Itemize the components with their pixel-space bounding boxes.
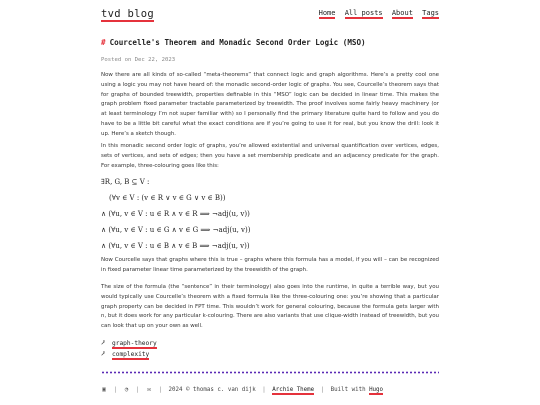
tag-item — [101, 339, 157, 350]
footer-theme-link[interactable]: Archie Theme — [272, 387, 315, 393]
post-tags — [101, 339, 157, 361]
heading-anchor[interactable]: # — [101, 38, 106, 47]
tag-icon: ⭷ — [101, 350, 106, 358]
footer-separator: | — [113, 387, 117, 393]
paragraph-formula-size: The size of the formula (the “sentence” in their terminology) also goes into the runtime, in quite a terrible way, but you would typically use Courcelle’s theorem with a fixed formula like the three-colouring one: you’re showing that a particular graph property can be decided in FPT time. This wouldn’t work for general colouring, because the formula gets larger with n, but it does work for any particular k-colouring. There are also variants that use clique-width instead of treewidth, but you can look that up on your own as well. — [101, 284, 439, 330]
paragraph-courcelle: Now Courcelle says that graphs where this is true – graphs where this formula has a model, if you will – can be recognized in fixed parameter linear time parameterized by the treewidth of the graph. — [101, 257, 439, 273]
nav-tags[interactable]: Tags — [422, 9, 439, 17]
paragraph-mso: In this monadic second order logic of graphs, you’re allowed existential and universal quantification over vertices, edges, sets of vertices, and sets of edges; then you have a set membership predicate and an adjacency predicate for the graph. For example, three-colouring goes like this: — [101, 143, 439, 169]
formula-line-1: ∃R, G, B ⊆ V : — [101, 178, 150, 186]
formula-line-2: (∀v ∈ V : (v ∈ R ∨ v ∈ G ∨ v ∈ B)) — [109, 194, 226, 202]
footer-separator: | — [262, 387, 266, 393]
site-nav — [314, 9, 439, 18]
tag-icon: ⭷ — [101, 339, 106, 347]
tag-link-graph-theory[interactable]: graph-theory — [112, 340, 157, 347]
formula-line-3: ∧ (∀u, v ∈ V : u ∈ R ∧ v ∈ R ⟹ ¬adj(u, v)) — [101, 210, 250, 218]
nav-home[interactable]: Home — [318, 9, 336, 17]
formula-line-5: ∧ (∀u, v ∈ V : u ∈ B ∧ v ∈ B ⟹ ¬adj(u, v)) — [101, 242, 250, 250]
footer-separator: | — [136, 387, 140, 393]
footer-hugo-link[interactable]: Hugo — [369, 387, 384, 393]
footer-copyright: 2024 © thomas c. van dijk — [168, 387, 256, 393]
email-icon[interactable]: ✉ — [147, 386, 151, 393]
post-title — [101, 38, 439, 48]
site-header — [101, 8, 439, 22]
post-date: Posted on Dec 22, 2023 — [101, 57, 176, 63]
paragraph-intro: Now there are all kinds of so-called “meta-theorems” that connect logic and graph algorithms. Here’s a pretty cool one using a logic you may not have heard of: the monadic second-order logic of graphs. You see, Courcelle’s theorem says that for graphs of bounded treewidth, properties definable in this “MSO” logic can be decided in linear time. This makes the graph problem fixed parameter tractable parameterized by treewidth. The proof involves some fairly heavy machinery (or at least terminology I’m not super familiar with) so I personally find the primary literature quite hard to follow and you do have to be a little bit careful what the exact conditions are if you’re going to use it for real, but you know the drill: look it up. Here’s a sketch though. — [101, 72, 439, 137]
site-footer — [101, 386, 439, 394]
post-title-text: Courcelle's Theorem and Monadic Second Order Logic (MSO) — [109, 38, 366, 47]
rss-icon[interactable]: ◔ — [124, 386, 129, 393]
formula-line-4: ∧ (∀u, v ∈ V : u ∈ G ∧ v ∈ G ⟹ ¬adj(u, v)) — [101, 226, 251, 234]
nav-all-posts[interactable]: All posts — [344, 9, 383, 17]
footer-divider — [101, 371, 439, 374]
tag-item — [101, 350, 157, 361]
site-title-link[interactable]: tvd blog — [101, 8, 154, 20]
footer-built-with: Built with — [330, 387, 366, 393]
mastodon-icon[interactable]: ▣ — [102, 386, 106, 393]
footer-separator: | — [158, 387, 162, 393]
footer-separator: | — [320, 387, 325, 393]
tag-link-complexity[interactable]: complexity — [112, 351, 150, 358]
nav-about[interactable]: About — [391, 9, 413, 17]
